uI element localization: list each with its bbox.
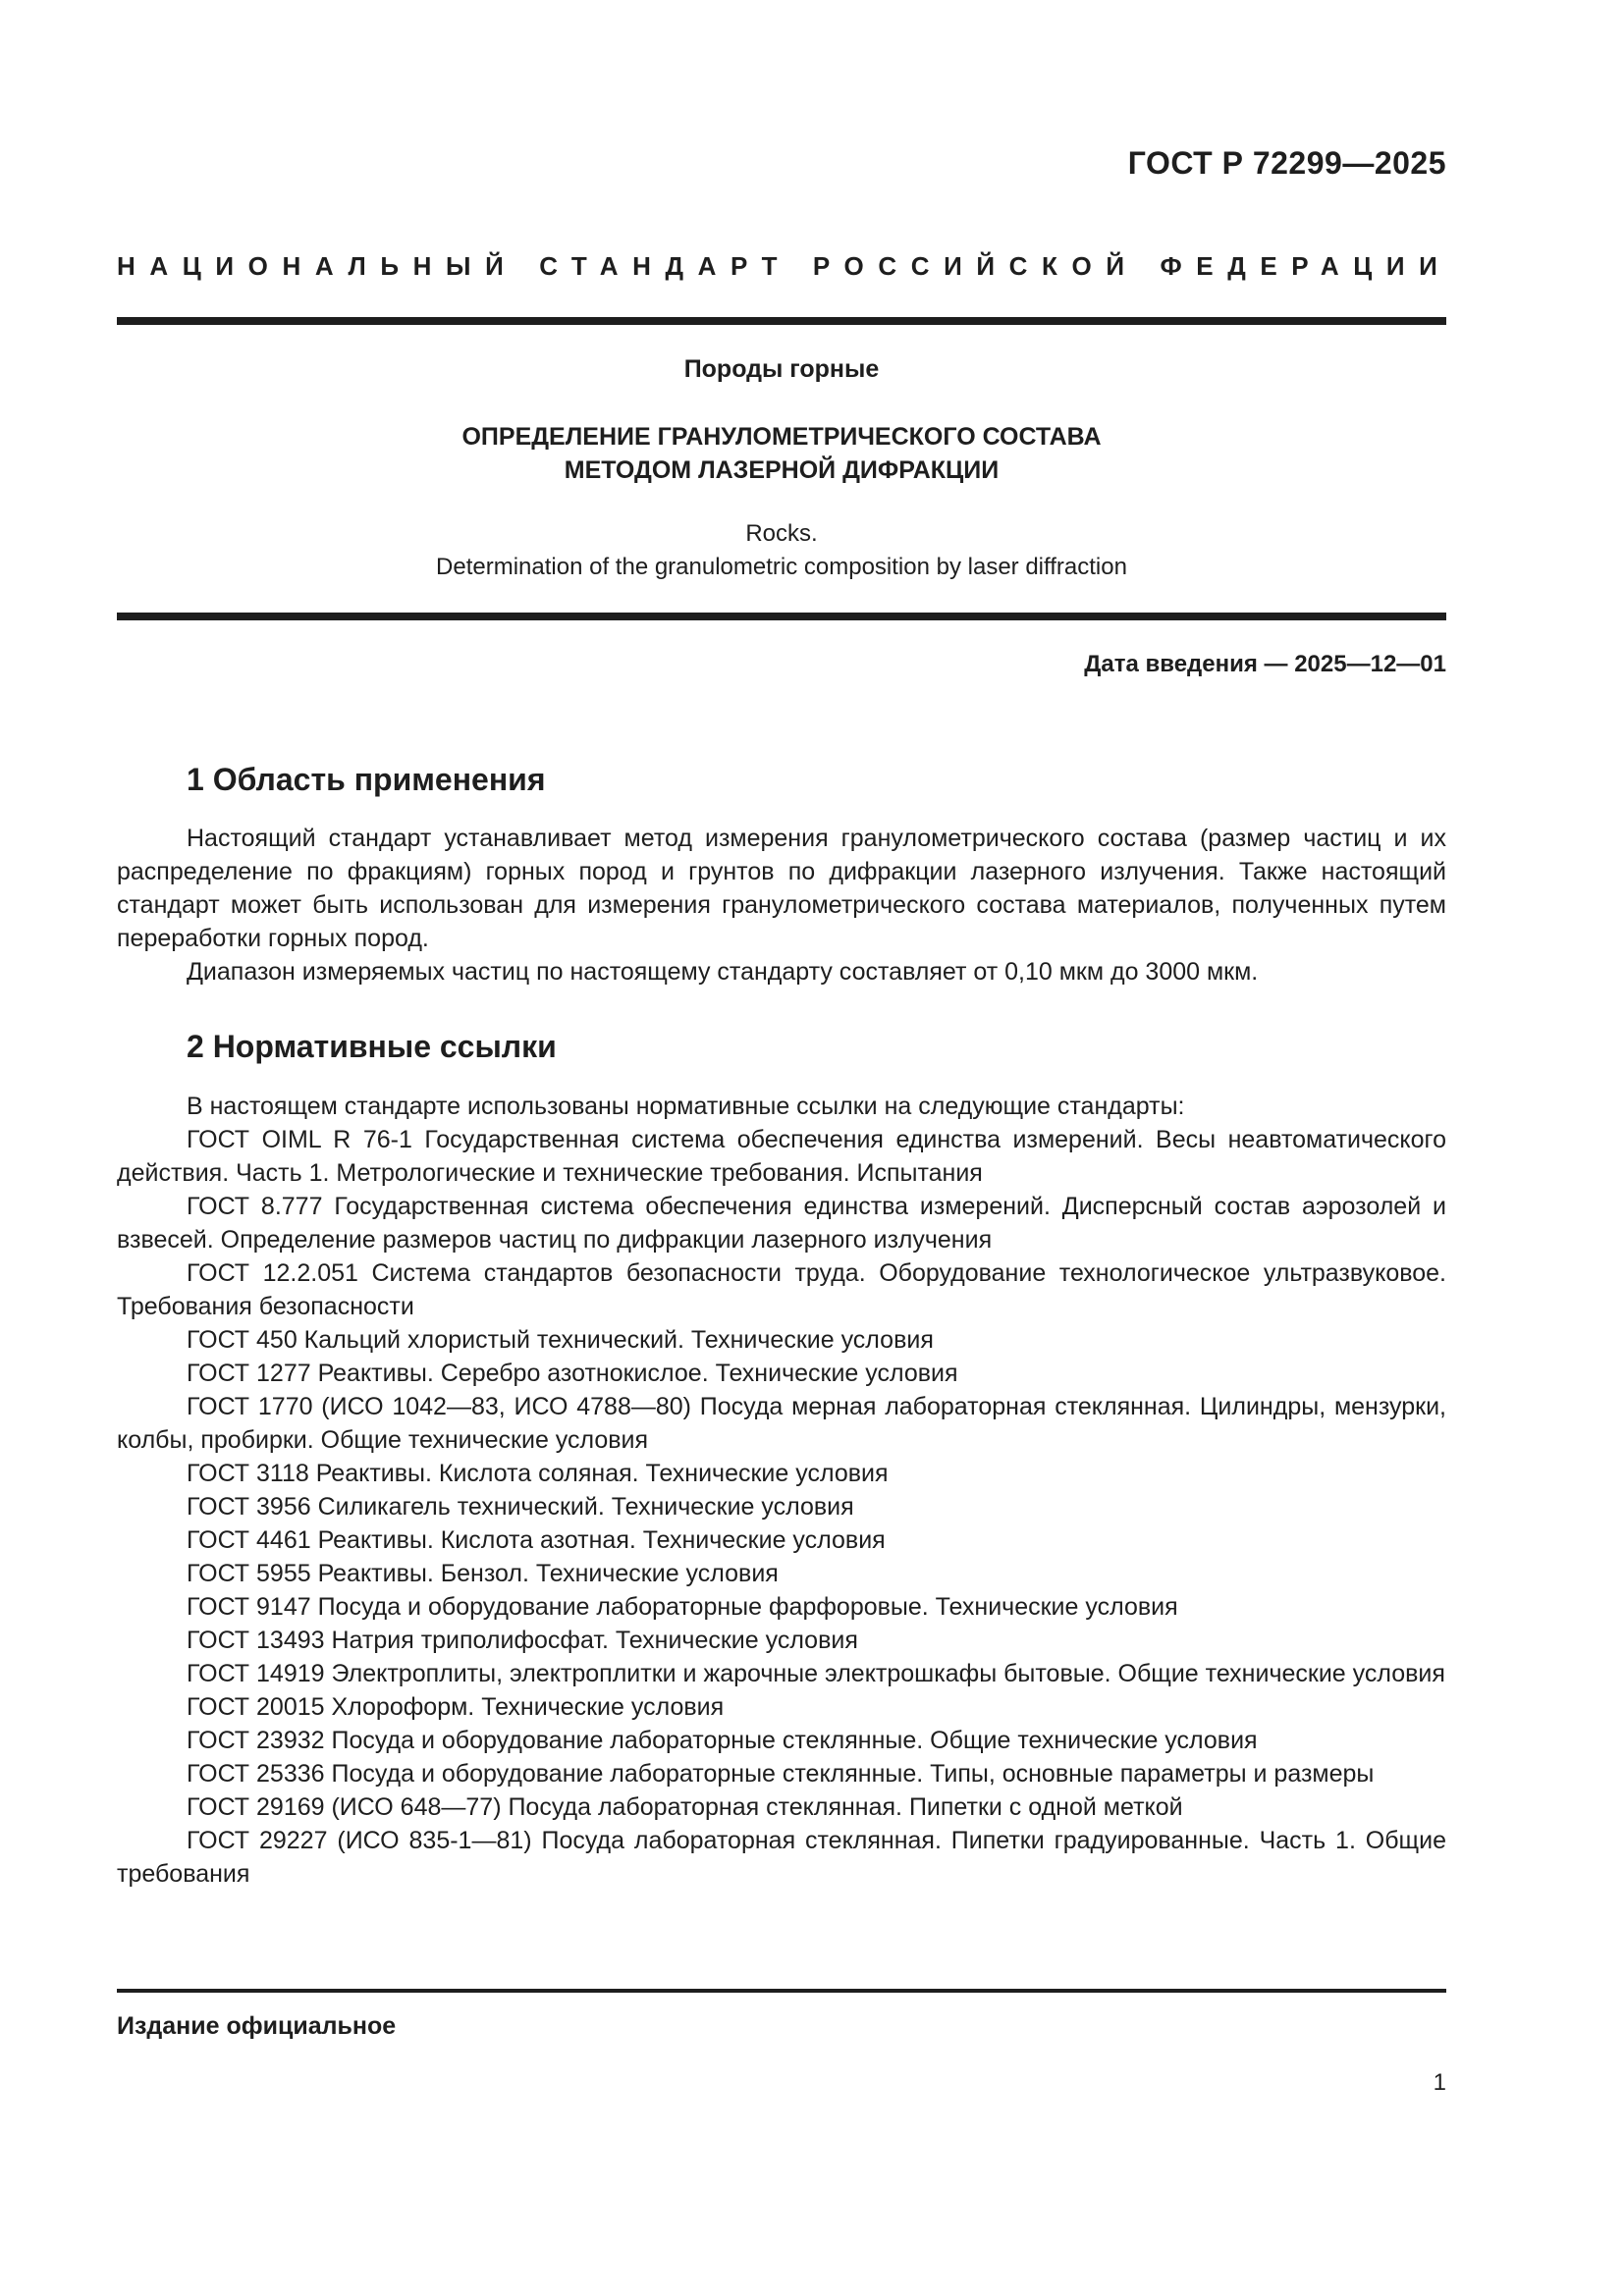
reference-item: ГОСТ 12.2.051 Система стандартов безопасности труда. Оборудование технологическое ультразвуковое. Требования безопасности [117,1259,1446,1320]
introduction-date: Дата введения — 2025—12—01 [1084,651,1446,677]
main-title-line: МЕТОДОМ ЛАЗЕРНОЙ ДИФРАКЦИИ [564,456,1000,484]
reference-item: ГОСТ 13493 Натрия триполифосфат. Технические условия [187,1627,858,1654]
page-number: 1 [1433,2069,1446,2096]
top-divider [117,317,1446,325]
footer-divider [117,1989,1446,1993]
section-heading: 2 Нормативные ссылки [187,1029,557,1064]
reference-item: ГОСТ 450 Кальций хлористый технический. Технические условия [187,1326,934,1354]
section-body [117,1090,1446,1891]
reference-item: ГОСТ 8.777 Государственная система обеспечения единства измерений. Дисперсный состав аэрозолей и взвесей. Определение размеров частиц по дифракции лазерного излучения [117,1193,1446,1254]
paragraph: Настоящий стандарт устанавливает метод измерения гранулометрического состава (размер частиц и их распределение по фракциям) горных пород и грунтов по дифракции лазерного излучения. Также настоящий стандарт может быть использован для измерения гранулометрического состава материалов, полученных путем переработки горных пород. [117,825,1446,952]
reference-item: ГОСТ 1277 Реактивы. Серебро азотнокислое. Технические условия [187,1360,958,1387]
reference-item: ГОСТ 29169 (ИСО 648—77) Посуда лабораторная стеклянная. Пипетки с одной меткой [187,1793,1183,1821]
national-standard-title: НАЦИОНАЛЬНЫЙ СТАНДАРТ РОССИЙСКОЙ ФЕДЕРАЦИИ [117,251,1452,281]
main-title-line: ОПРЕДЕЛЕНИЕ ГРАНУЛОМЕТРИЧЕСКОГО СОСТАВА [461,423,1102,451]
reference-item: ГОСТ 3956 Силикагель технический. Технические условия [187,1493,854,1521]
title-divider [117,613,1446,620]
official-edition-label: Издание официальное [117,2012,397,2040]
english-title-line: Rocks. [745,520,818,547]
paragraph: Диапазон измеряемых частиц по настоящему стандарту составляет от 0,10 мкм до 3000 мкм. [187,958,1259,986]
reference-item: ГОСТ 3118 Реактивы. Кислота соляная. Технические условия [187,1460,889,1487]
reference-item: ГОСТ 14919 Электроплиты, электроплитки и жарочные электрошкафы бытовые. Общие технические условия [187,1660,1445,1687]
reference-item: ГОСТ OIML R 76-1 Государственная система обеспечения единства измерений. Весы неавтоматического действия. Часть 1. Метрологические и технические требования. Испытания [117,1126,1446,1187]
reference-item: ГОСТ 20015 Хлороформ. Технические условия [187,1693,725,1721]
reference-item: ГОСТ 29227 (ИСО 835-1—81) Посуда лабораторная стеклянная. Пипетки градуированные. Часть 1. Общие требования [117,1827,1446,1888]
reference-item: ГОСТ 4461 Реактивы. Кислота азотная. Технические условия [187,1526,886,1554]
reference-item: ГОСТ 9147 Посуда и оборудование лабораторные фарфоровые. Технические условия [187,1593,1178,1621]
reference-item: ГОСТ 25336 Посуда и оборудование лабораторные стеклянные. Типы, основные параметры и размеры [187,1760,1375,1788]
english-title [117,517,1446,584]
standard-main-title [117,420,1446,487]
section-heading: 1 Область применения [187,762,546,797]
section-body [117,822,1446,988]
paragraph: В настоящем стандарте использованы нормативные ссылки на следующие стандарты: [187,1093,1185,1120]
standard-subject: Породы горные [683,355,880,383]
document-number: ГОСТ Р 72299—2025 [1127,145,1446,181]
english-title-line: Determination of the granulometric composition by laser diffraction [436,554,1127,580]
reference-item: ГОСТ 1770 (ИСО 1042—83, ИСО 4788—80) Посуда мерная лабораторная стеклянная. Цилиндры, мензурки, колбы, пробирки. Общие технические условия [117,1393,1446,1454]
reference-item: ГОСТ 5955 Реактивы. Бензол. Технические условия [187,1560,779,1587]
reference-item: ГОСТ 23932 Посуда и оборудование лабораторные стеклянные. Общие технические условия [187,1727,1258,1754]
